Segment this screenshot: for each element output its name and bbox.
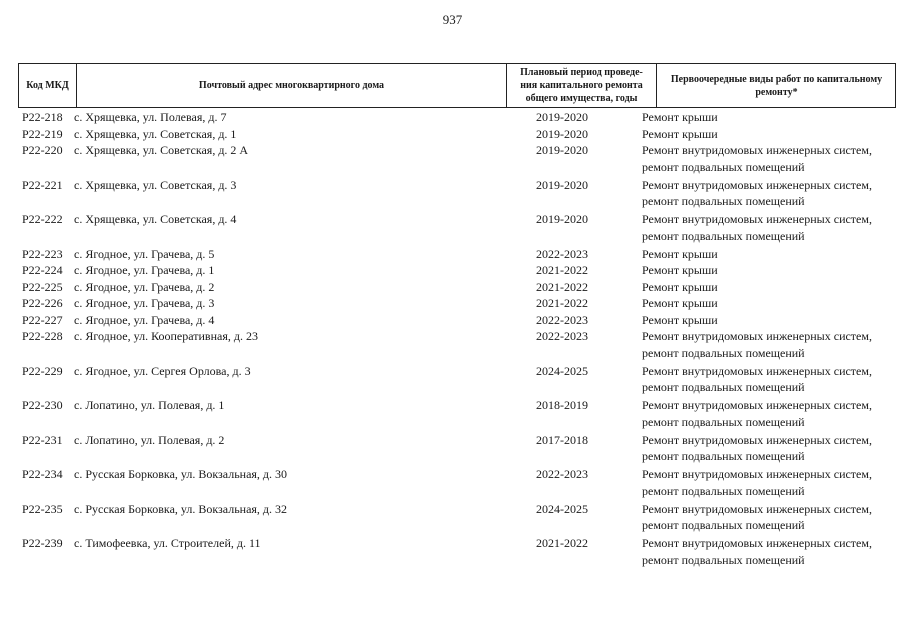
cell-works-line: Ремонт внутридомовых инженерных систем, bbox=[642, 212, 872, 226]
cell-period: 2019-2020 bbox=[536, 212, 588, 226]
cell-works bbox=[642, 312, 900, 329]
cell-works-line: ремонт подвальных помещений bbox=[642, 194, 805, 208]
cell-works-line: Ремонт крыши bbox=[642, 126, 718, 141]
cell-works bbox=[642, 466, 900, 499]
cell-period: 2022-2023 bbox=[536, 329, 588, 343]
cell-address: с. Ягодное, ул. Сергея Орлова, д. 3 bbox=[74, 363, 251, 378]
cell-works-line: ремонт подвальных помещений bbox=[642, 159, 805, 174]
cell-code: P22-224 bbox=[22, 263, 63, 277]
cell-code: P22-234 bbox=[22, 467, 63, 481]
cell-works-line: Ремонт внутридомовых инженерных систем, bbox=[642, 177, 872, 192]
cell-works bbox=[642, 177, 900, 210]
header-period: Плановый период проведе- ния капитального ремонта общего имущества, годы bbox=[506, 64, 656, 107]
cell-code: P22-227 bbox=[22, 312, 63, 327]
cell-address: с. Ягодное, ул. Грачева, д. 1 bbox=[74, 263, 215, 277]
cell-works-line: ремонт подвальных помещений bbox=[642, 449, 805, 463]
cell-works-line: Ремонт внутридомовых инженерных систем, bbox=[642, 536, 872, 550]
cell-works bbox=[642, 328, 900, 361]
cell-address: с. Ягодное, ул. Грачева, д. 4 bbox=[74, 312, 215, 327]
cell-period: 2021-2022 bbox=[536, 536, 588, 550]
cell-works-line: Ремонт внутридомовых инженерных систем, bbox=[642, 363, 872, 378]
cell-address: с. Ягодное, ул. Грачева, д. 2 bbox=[74, 279, 215, 294]
cell-works bbox=[642, 501, 900, 534]
cell-works bbox=[642, 211, 900, 244]
cell-address: с. Хрящевка, ул. Советская, д. 3 bbox=[74, 177, 237, 192]
cell-period: 2021-2022 bbox=[536, 296, 588, 310]
cell-works-line: Ремонт крыши bbox=[642, 263, 718, 277]
cell-works-line: Ремонт внутридомовых инженерных систем, bbox=[642, 329, 872, 343]
cell-address: с. Ягодное, ул. Грачева, д. 3 bbox=[74, 296, 215, 310]
cell-works-line: Ремонт внутридомовых инженерных систем, bbox=[642, 501, 872, 516]
cell-works bbox=[642, 262, 900, 279]
cell-address: с. Русская Борковка, ул. Вокзальная, д. 30 bbox=[74, 467, 288, 481]
cell-works-line: Ремонт внутридомовых инженерных систем, bbox=[642, 432, 872, 447]
cell-period: 2019-2020 bbox=[536, 177, 588, 192]
cell-code: P22-218 bbox=[22, 110, 63, 124]
cell-address: с. Лопатино, ул. Полевая, д. 1 bbox=[74, 398, 225, 412]
cell-address: с. Тимофеевка, ул. Строителей, д. 11 bbox=[74, 536, 261, 550]
cell-works-line: ремонт подвальных помещений bbox=[642, 380, 805, 394]
cell-address: с. Ягодное, ул. Кооперативная, д. 23 bbox=[74, 329, 258, 343]
cell-code: P22-235 bbox=[22, 501, 63, 516]
cell-works bbox=[642, 535, 900, 568]
cell-works bbox=[642, 246, 900, 263]
cell-period: 2024-2025 bbox=[536, 363, 588, 378]
header-works: Первоочередные виды работ по капитальному ремонту* bbox=[656, 64, 896, 107]
cell-period: 2022-2023 bbox=[536, 467, 588, 481]
cell-code: P22-226 bbox=[22, 296, 63, 310]
cell-code: P22-239 bbox=[22, 536, 63, 550]
cell-works bbox=[642, 432, 900, 465]
cell-code: P22-230 bbox=[22, 398, 63, 412]
cell-works-line: ремонт подвальных помещений bbox=[642, 483, 805, 498]
cell-works bbox=[642, 295, 900, 312]
cell-code: P22-228 bbox=[22, 329, 63, 343]
cell-works-line: ремонт подвальных помещений bbox=[642, 552, 805, 567]
cell-works-line: ремонт подвальных помещений bbox=[642, 414, 805, 429]
cell-works-line: Ремонт крыши bbox=[642, 312, 718, 327]
cell-period: 2021-2022 bbox=[536, 263, 588, 277]
cell-code: P22-219 bbox=[22, 126, 63, 141]
cell-period: 2019-2020 bbox=[536, 110, 588, 124]
cell-address: с. Русская Борковка, ул. Вокзальная, д. 32 bbox=[74, 501, 288, 516]
cell-works bbox=[642, 142, 900, 175]
cell-period: 2024-2025 bbox=[536, 501, 588, 516]
cell-works-line: Ремонт крыши bbox=[642, 296, 718, 310]
cell-period: 2021-2022 bbox=[536, 279, 588, 294]
cell-works bbox=[642, 109, 900, 126]
cell-works-line: Ремонт крыши bbox=[642, 279, 718, 294]
cell-works-line: ремонт подвальных помещений bbox=[642, 345, 805, 360]
table-header bbox=[18, 63, 896, 108]
cell-works bbox=[642, 126, 900, 143]
cell-code: P22-225 bbox=[22, 279, 63, 294]
cell-works bbox=[642, 363, 900, 396]
cell-works-line: Ремонт внутридомовых инженерных систем, bbox=[642, 143, 872, 157]
header-address: Почтовый адрес многоквартирного дома bbox=[76, 64, 506, 107]
cell-works-line: Ремонт крыши bbox=[642, 246, 718, 261]
cell-period: 2019-2020 bbox=[536, 126, 588, 141]
cell-works bbox=[642, 279, 900, 296]
cell-works-line: Ремонт крыши bbox=[642, 110, 718, 124]
cell-works-line: Ремонт внутридомовых инженерных систем, bbox=[642, 398, 872, 412]
page-number: 937 bbox=[442, 12, 463, 27]
cell-code: P22-229 bbox=[22, 363, 63, 378]
cell-period: 2019-2020 bbox=[536, 143, 588, 157]
cell-works-line: ремонт подвальных помещений bbox=[642, 518, 805, 532]
cell-code: P22-220 bbox=[22, 143, 63, 157]
cell-address: с. Хрящевка, ул. Советская, д. 1 bbox=[74, 126, 237, 141]
cell-period: 2017-2018 bbox=[536, 432, 588, 447]
cell-code: P22-222 bbox=[22, 212, 63, 226]
cell-period: 2022-2023 bbox=[536, 312, 588, 327]
cell-code: P22-223 bbox=[22, 246, 63, 261]
cell-address: с. Ягодное, ул. Грачева, д. 5 bbox=[74, 246, 215, 261]
cell-address: с. Хрящевка, ул. Советская, д. 2 А bbox=[74, 143, 249, 157]
cell-code: P22-231 bbox=[22, 432, 63, 447]
cell-address: с. Хрящевка, ул. Полевая, д. 7 bbox=[74, 110, 227, 124]
cell-works bbox=[642, 397, 900, 430]
cell-period: 2022-2023 bbox=[536, 246, 588, 261]
header-code: Код МКД bbox=[26, 80, 69, 91]
cell-works-line: Ремонт внутридомовых инженерных систем, bbox=[642, 467, 872, 481]
cell-address: с. Лопатино, ул. Полевая, д. 2 bbox=[74, 432, 225, 447]
cell-code: P22-221 bbox=[22, 177, 63, 192]
cell-period: 2018-2019 bbox=[536, 398, 588, 412]
cell-address: с. Хрящевка, ул. Советская, д. 4 bbox=[74, 212, 237, 226]
cell-works-line: ремонт подвальных помещений bbox=[642, 228, 805, 243]
